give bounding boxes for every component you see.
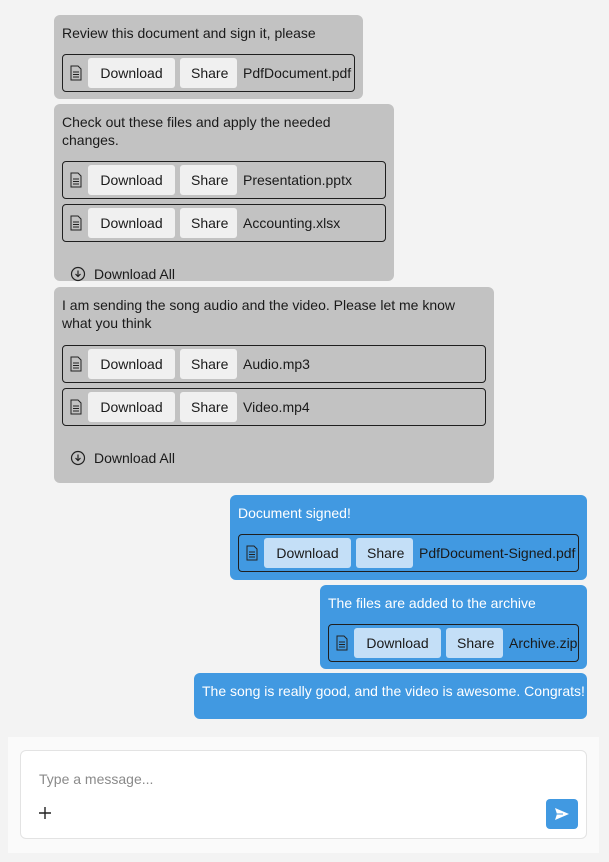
- send-icon: [554, 807, 570, 821]
- file-name: PdfDocument-Signed.pdf: [419, 545, 576, 561]
- file-name: Archive.zip: [509, 635, 578, 651]
- file-attachment: [238, 534, 579, 572]
- document-icon: [69, 399, 83, 415]
- file-attachment: [62, 54, 355, 92]
- share-button[interactable]: Share: [446, 628, 503, 658]
- file-name: Audio.mp3: [243, 356, 310, 372]
- composer-box: [20, 750, 587, 839]
- download-all-button[interactable]: [70, 263, 386, 285]
- download-circle-icon: [70, 266, 86, 282]
- message-text: The files are added to the archive: [328, 595, 536, 611]
- message-input[interactable]: [39, 769, 539, 789]
- message-text: The song is really good, and the video is awesome. Congrats!: [202, 683, 585, 699]
- document-icon: [69, 215, 83, 231]
- file-name: PdfDocument.pdf: [243, 65, 352, 81]
- message-text: Check out these files and apply the needed changes.: [62, 114, 331, 148]
- share-button[interactable]: Share: [180, 392, 237, 422]
- download-all-label: Download All: [94, 450, 175, 466]
- message-bubble-outgoing: [230, 495, 587, 580]
- file-name: Video.mp4: [243, 399, 310, 415]
- share-button[interactable]: Share: [180, 58, 237, 88]
- file-attachment: [62, 204, 386, 242]
- message-text: I am sending the song audio and the video. Please let me know what you think: [62, 297, 456, 331]
- download-button[interactable]: Download: [88, 165, 175, 195]
- message-bubble-incoming: [54, 15, 363, 99]
- share-button[interactable]: Share: [356, 538, 413, 568]
- message-text: Review this document and sign it, please: [62, 25, 316, 41]
- download-button[interactable]: Download: [88, 349, 175, 379]
- download-button[interactable]: Download: [264, 538, 351, 568]
- file-attachment: [328, 624, 579, 662]
- share-button[interactable]: Share: [180, 349, 237, 379]
- document-icon: [69, 172, 83, 188]
- send-button[interactable]: [546, 799, 578, 829]
- download-all-button[interactable]: [70, 447, 486, 469]
- share-button[interactable]: Share: [180, 165, 237, 195]
- download-circle-icon: [70, 450, 86, 466]
- message-bubble-outgoing: [320, 585, 587, 669]
- file-attachment: [62, 161, 386, 199]
- message-bubble-incoming: [54, 104, 394, 281]
- file-attachment: [62, 388, 486, 426]
- document-icon: [335, 635, 349, 651]
- download-button[interactable]: Download: [88, 392, 175, 422]
- file-name: Accounting.xlsx: [243, 215, 341, 231]
- document-icon: [245, 545, 259, 561]
- download-button[interactable]: Download: [354, 628, 441, 658]
- document-icon: [69, 65, 83, 81]
- document-icon: [69, 356, 83, 372]
- plus-icon[interactable]: [37, 805, 53, 821]
- message-text: Document signed!: [238, 505, 351, 521]
- download-button[interactable]: Download: [88, 208, 175, 238]
- file-attachment: [62, 345, 486, 383]
- download-button[interactable]: Download: [88, 58, 175, 88]
- download-all-label: Download All: [94, 266, 175, 282]
- share-button[interactable]: Share: [180, 208, 237, 238]
- message-bubble-outgoing: [194, 673, 587, 719]
- composer-area: [8, 737, 599, 853]
- message-bubble-incoming: [54, 287, 494, 483]
- file-name: Presentation.pptx: [243, 172, 352, 188]
